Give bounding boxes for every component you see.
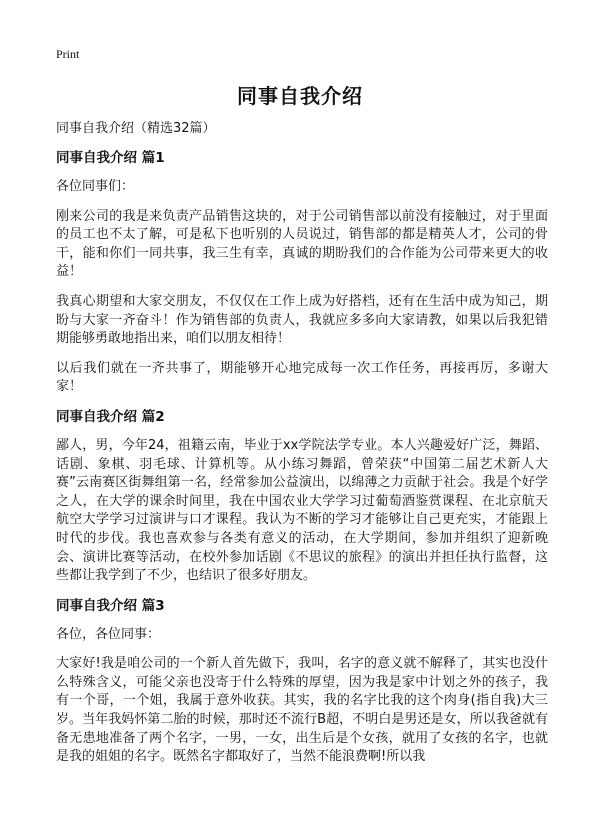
section-1: [56, 149, 548, 397]
paragraph: 以后我们就在一齐共事了，期能够开心地完成每一次工作任务，再接再厉，多谢大家！: [56, 360, 548, 395]
section-heading: 同事自我介绍 篇1: [56, 150, 165, 166]
paragraph: 各位同事们：: [56, 179, 135, 194]
paragraph: 各位，各位同事：: [56, 626, 161, 642]
paragraph: 大家好!我是咱公司的一个新人首先做下，我叫，名字的意义就不解释了，其实也没什么特殊含义，可能父亲也没寄于什么特殊的厚望，因为我是家中计划之外的孩子，我有一个哥，一个姐，我属于意外收获。其实，我的名字比我的这个肉身(指自我)大三岁。当年我妈怀第二胎的时候，那时还不流行B超，不明白是男还是女，所以我爸就有备无患地准备了两个名字，一男，一女，出生后是个女孩，就用了女孩的名字，也就是我的姐姐的名字。既然名字都取好了，当然不能浪费啊!所以我: [56, 656, 548, 765]
section-2: [56, 408, 548, 586]
paragraph: 鄙人，男，今年24，祖籍云南，毕业于xx学院法学专业。本人兴趣爱好广泛，舞蹈、话剧、象棋、羽毛球、计算机等。从小练习舞蹈，曾荣获“中国第二届艺术新人大赛”云南赛区街舞组第一名，经常参加公益演出，以绵薄之力贡献于社会。我是个好学之人，在大学的课余时间里，我在中国农业大学学习过葡萄酒鉴赏课程、在北京航天航空大学学习过演讲与口才课程。我认为不断的学习才能够让自己更充实，才能跟上时代的步伐。我也喜欢参与各类有意义的活动，在大学期间，参加并组织了迎新晚会、演讲比赛等活动，在校外参加话剧《不思议的旅程》的演出并担任执行监督，这些都让我学到了不少，也结识了很多好朋友。: [56, 437, 548, 584]
print-link[interactable]: Print: [56, 47, 80, 61]
page-title: 同事自我介绍: [237, 84, 363, 108]
section-3: [56, 597, 548, 767]
section-heading: 同事自我介绍 篇3: [56, 597, 165, 614]
document-body: [56, 120, 548, 778]
section-heading: 同事自我介绍 篇2: [56, 408, 165, 425]
paragraph: 刚来公司的我是来负责产品销售这块的，对于公司销售部以前没有接触过，对于里面的员工也不太了解，可是私下也听别的人员说过，销售部的都是精英人才，公司的骨干，能和你们一同共事，我三生有幸，真诚的期盼我们的合作能为公司带来更大的收益！: [56, 208, 548, 280]
paragraph: 我真心期望和大家交朋友，不仅仅在工作上成为好搭档，还有在生活中成为知己，期盼与大家一齐奋斗！作为销售部的负责人，我就应多多向大家请教，如果以后我犯错期能够勇敢地指出来，咱们以朋友相待！: [56, 293, 548, 347]
document-subtitle: 同事自我介绍（精选32篇）: [56, 121, 216, 136]
